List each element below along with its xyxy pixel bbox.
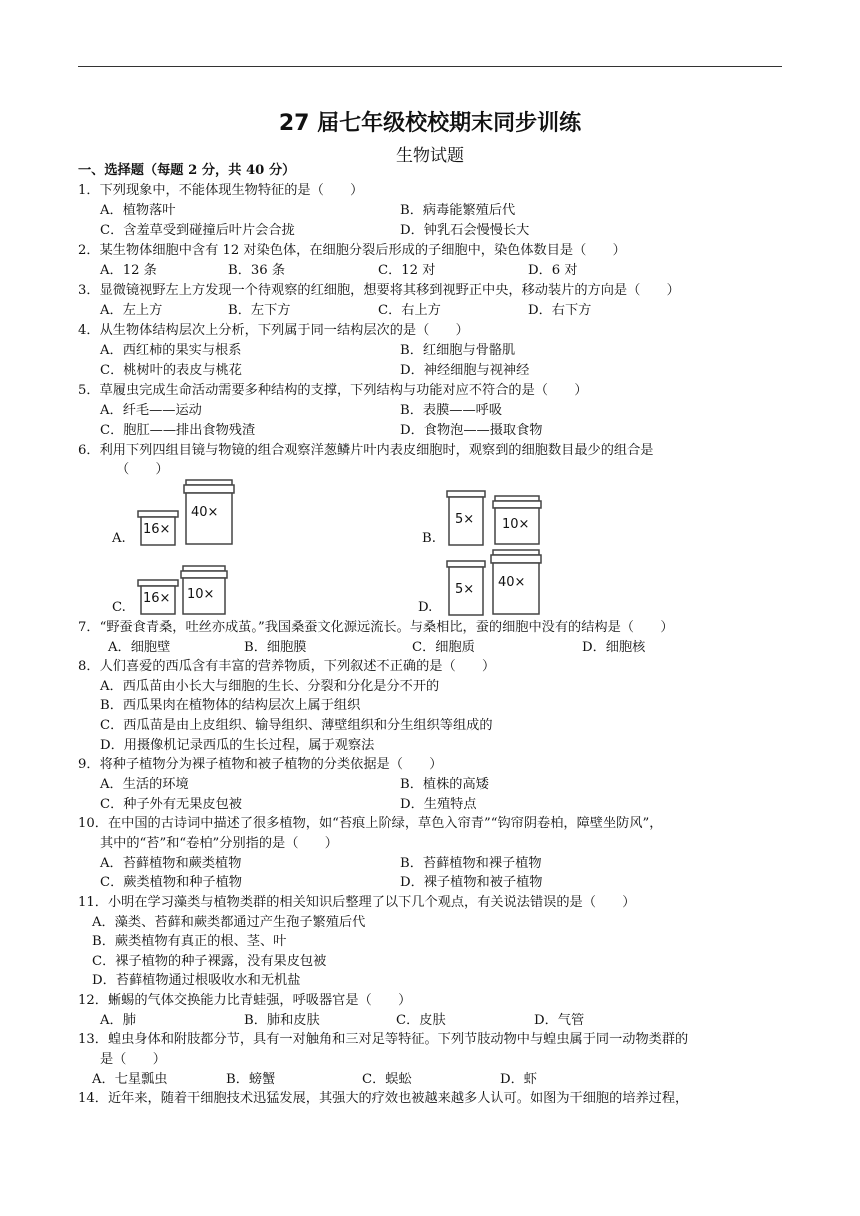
question-stem-cont: 其中的“苔”和“卷柏”分别指的是（ ） [100,836,338,851]
option-b[interactable]: B．螃蟹 [226,1072,276,1087]
question-stem: 8．人们喜爱的西瓜含有丰富的营养物质，下列叙述不正确的是（ ） [78,659,496,674]
option-d[interactable]: D．钟乳石会慢慢长大 [400,223,530,238]
page-subtitle: 生物试题 [396,146,464,166]
option-a[interactable]: A. [112,531,126,546]
eyepiece-lens-icon [137,510,179,546]
question-stem: 10．在中国的古诗词中描述了很多植物，如“苔痕上阶绿，草色入帘青”“钩帘阴卷柏，障壁坐防风”， [78,816,663,831]
option-b[interactable]: B．细胞膜 [244,640,307,655]
eyepiece-lens-icon [446,560,486,616]
option-d[interactable]: D．细胞核 [582,640,646,655]
section-heading: 一、选择题（每题 2 分，共 40 分） [78,163,296,178]
option-a[interactable]: A．西瓜苗由小长大与细胞的生长、分裂和分化是分不开的 [100,679,440,694]
option-d[interactable]: D．生殖特点 [400,797,477,812]
option-c[interactable]: C．裸子植物的种子裸露，没有果皮包被 [92,954,327,969]
option-b[interactable]: B. [422,531,436,546]
option-d[interactable]: D．裸子植物和被子植物 [400,875,543,890]
question-stem-cont: （ ） [116,462,169,477]
option-c[interactable]: C．右上方 [378,303,441,318]
option-b[interactable]: B．病毒能繁殖后代 [400,203,516,218]
question-stem: 14．近年来，随着干细胞技术迅猛发展，其强大的疗效也被越来越多人认可。如图为干细胞的培养过程， [78,1091,689,1106]
option-a[interactable]: A．西红柿的果实与根系 [100,343,242,358]
lens-label: 16× [143,591,171,606]
question-stem: 5．草履虫完成生命活动需要多种结构的支撑，下列结构与功能对应不符合的是（ ） [78,383,588,398]
option-c[interactable]: C．种子外有无果皮包被 [100,797,242,812]
option-d[interactable]: D．气管 [534,1013,585,1028]
option-b[interactable]: B．左下方 [228,303,291,318]
question-stem: 2．某生物体细胞中含有 12 对染色体，在细胞分裂后形成的子细胞中，染色体数目是（ ） [78,243,626,258]
lens-label: 5× [455,582,475,597]
option-b[interactable]: B．肺和皮肤 [244,1013,320,1028]
option-a[interactable]: A．藻类、苔藓和蕨类都通过产生孢子繁殖后代 [92,915,366,930]
objective-lens-icon [492,495,542,545]
option-a[interactable]: A．细胞壁 [108,640,171,655]
question-stem: 7．“野蚕食青桑，吐丝亦成茧。”我国桑蚕文化源远流长。与桑相比，蚕的细胞中没有的结构是（ ） [78,620,674,635]
option-b[interactable]: B．西瓜果肉在植物体的结构层次上属于组织 [100,698,361,713]
option-a[interactable]: A．左上方 [100,303,163,318]
option-d[interactable]: D. [418,600,433,615]
page-title: 27 届七年级校校期末同步训练 [278,111,582,136]
objective-lens-icon [180,565,228,615]
option-c[interactable]: C．蜈蚣 [362,1072,412,1087]
lens-label: 16× [143,522,171,537]
question-stem: 11．小明在学习藻类与植物类群的相关知识后整理了以下几个观点，有关说法错误的是（ ） [78,895,636,910]
option-d[interactable]: D．食物泡——摄取食物 [400,423,543,438]
eyepiece-lens-icon [137,579,179,615]
option-d[interactable]: D．6 对 [528,263,578,278]
option-c[interactable]: C. [112,600,126,615]
lens-label: 40× [498,575,526,590]
option-d[interactable]: D．神经细胞与视神经 [400,363,530,378]
option-d[interactable]: D．用摄像机记录西瓜的生长过程，属于观察法 [100,738,375,753]
lens-label: 5× [455,512,475,527]
option-b[interactable]: B．红细胞与骨骼肌 [400,343,516,358]
question-stem: 13．蝗虫身体和附肢都分节，具有一对触角和三对足等特征。下列节肢动物中与蝗虫属于同一动物类群的 [78,1032,689,1047]
option-c[interactable]: C．12 对 [378,263,436,278]
option-c[interactable]: C．胞肛——排出食物残渣 [100,423,256,438]
option-c[interactable]: C．西瓜苗是由上皮组织、输导组织、薄壁组织和分生组织等组成的 [100,718,493,733]
option-d[interactable]: D．苔藓植物通过根吸收水和无机盐 [92,973,301,988]
lens-label: 10× [502,517,530,532]
option-a[interactable]: A．苔藓植物和蕨类植物 [100,856,242,871]
question-stem-cont: 是（ ） [100,1052,166,1067]
question-stem: 4．从生物体结构层次上分析，下列属于同一结构层次的是（ ） [78,323,469,338]
option-d[interactable]: D．虾 [500,1072,537,1087]
option-a[interactable]: A．植物落叶 [100,203,176,218]
lens-label: 40× [191,505,219,520]
option-a[interactable]: A．生活的环境 [100,777,189,792]
option-c[interactable]: C．皮肤 [396,1013,446,1028]
option-a[interactable]: A．七星瓢虫 [92,1072,168,1087]
option-c[interactable]: C．桃树叶的表皮与桃花 [100,363,242,378]
question-stem: 9．将种子植物分为裸子植物和被子植物的分类依据是（ ） [78,757,443,772]
option-c[interactable]: C．蕨类植物和种子植物 [100,875,242,890]
option-b[interactable]: B．苔藓植物和裸子植物 [400,856,542,871]
option-a[interactable]: A．12 条 [100,263,157,278]
option-b[interactable]: B．表膜——呼吸 [400,403,503,418]
option-a[interactable]: A．纤毛——运动 [100,403,202,418]
lens-label: 10× [187,587,215,602]
header-rule [78,66,782,67]
objective-lens-icon [490,549,542,615]
option-d[interactable]: D．右下方 [528,303,592,318]
objective-lens-icon [183,479,235,545]
option-b[interactable]: B．植株的高矮 [400,777,489,792]
option-c[interactable]: C．含羞草受到碰撞后叶片会合拢 [100,223,295,238]
question-stem: 12．蜥蜴的气体交换能力比青蛙强，呼吸器官是（ ） [78,993,412,1008]
option-b[interactable]: B．36 条 [228,263,286,278]
question-stem: 6．利用下列四组目镜与物镜的组合观察洋葱鳞片叶内表皮细胞时，观察到的细胞数目最少的组合是 [78,443,654,458]
eyepiece-lens-icon [446,490,486,546]
option-a[interactable]: A．肺 [100,1013,136,1028]
question-stem: 3．显微镜视野左上方发现一个待观察的红细胞，想要将其移到视野正中央，移动装片的方向是（ ） [78,283,680,298]
option-c[interactable]: C．细胞质 [412,640,475,655]
question-stem: 1．下列现象中，不能体现生物特征的是（ ） [78,183,364,198]
option-b[interactable]: B．蕨类植物有真正的根、茎、叶 [92,934,287,949]
